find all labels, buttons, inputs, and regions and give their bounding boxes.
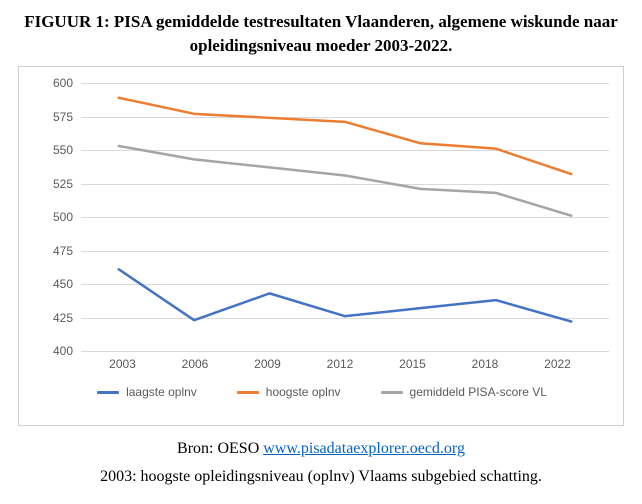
page-title: FIGUUR 1: PISA gemiddelde testresultaten Vlaanderen, algemene wiskunde naar opleidingsniveau moeder 2003-2022.: [24, 12, 618, 55]
source-link[interactable]: www.pisadataexplorer.oecd.org: [263, 440, 465, 457]
x-tick-label: 2003: [109, 357, 136, 371]
legend-label: gemiddeld PISA-score VL: [409, 385, 547, 399]
y-tick-label: 400: [52, 344, 73, 358]
series-lines: [81, 83, 609, 351]
legend-label: laagste oplnv: [126, 385, 197, 399]
y-tick-label: 500: [52, 210, 73, 224]
line-gemiddeld-pisa-score-vl: [119, 146, 572, 216]
x-tick-label: 2009: [254, 357, 281, 371]
x-tick-label: 2012: [326, 357, 354, 371]
y-tick-label: 425: [52, 310, 73, 325]
plot-area: [81, 83, 609, 351]
y-tick-label: 575: [52, 109, 73, 124]
y-tick-label: 550: [52, 143, 73, 157]
chart-legend: [19, 385, 625, 399]
x-tick-label: 2015: [399, 357, 426, 371]
legend-label: hoogste oplnv: [265, 385, 341, 399]
y-tick-label: 600: [52, 76, 73, 90]
source-line: [0, 440, 642, 458]
chart-container: [18, 66, 624, 426]
line-laagste-oplnv: [119, 269, 572, 321]
x-tick-label: 2022: [544, 357, 571, 371]
footnote: 2003: hoogste opleidingsniveau (oplnv) Vlaams subgebied schatting.: [100, 468, 542, 485]
gridline: [81, 351, 609, 352]
source-prefix: Bron: OESO: [177, 440, 264, 457]
legend-swatch-icon: [237, 391, 259, 394]
legend-swatch-icon: [381, 391, 403, 394]
y-axis-labels: [19, 76, 79, 358]
legend-swatch-icon: [97, 391, 119, 394]
legend-item-laagste-oplnv[interactable]: [97, 385, 197, 399]
legend-item-gemiddeld-pisa-score-vl[interactable]: [381, 385, 547, 399]
x-axis-labels: [81, 357, 609, 377]
line-hoogste-oplnv: [119, 98, 572, 174]
y-tick-label: 450: [52, 277, 73, 291]
x-tick-label: 2018: [471, 357, 499, 371]
x-tick-label: 2006: [181, 357, 209, 371]
y-tick-label: 525: [52, 176, 73, 191]
legend-item-hoogste-oplnv[interactable]: [237, 385, 341, 399]
y-tick-label: 475: [52, 243, 73, 258]
